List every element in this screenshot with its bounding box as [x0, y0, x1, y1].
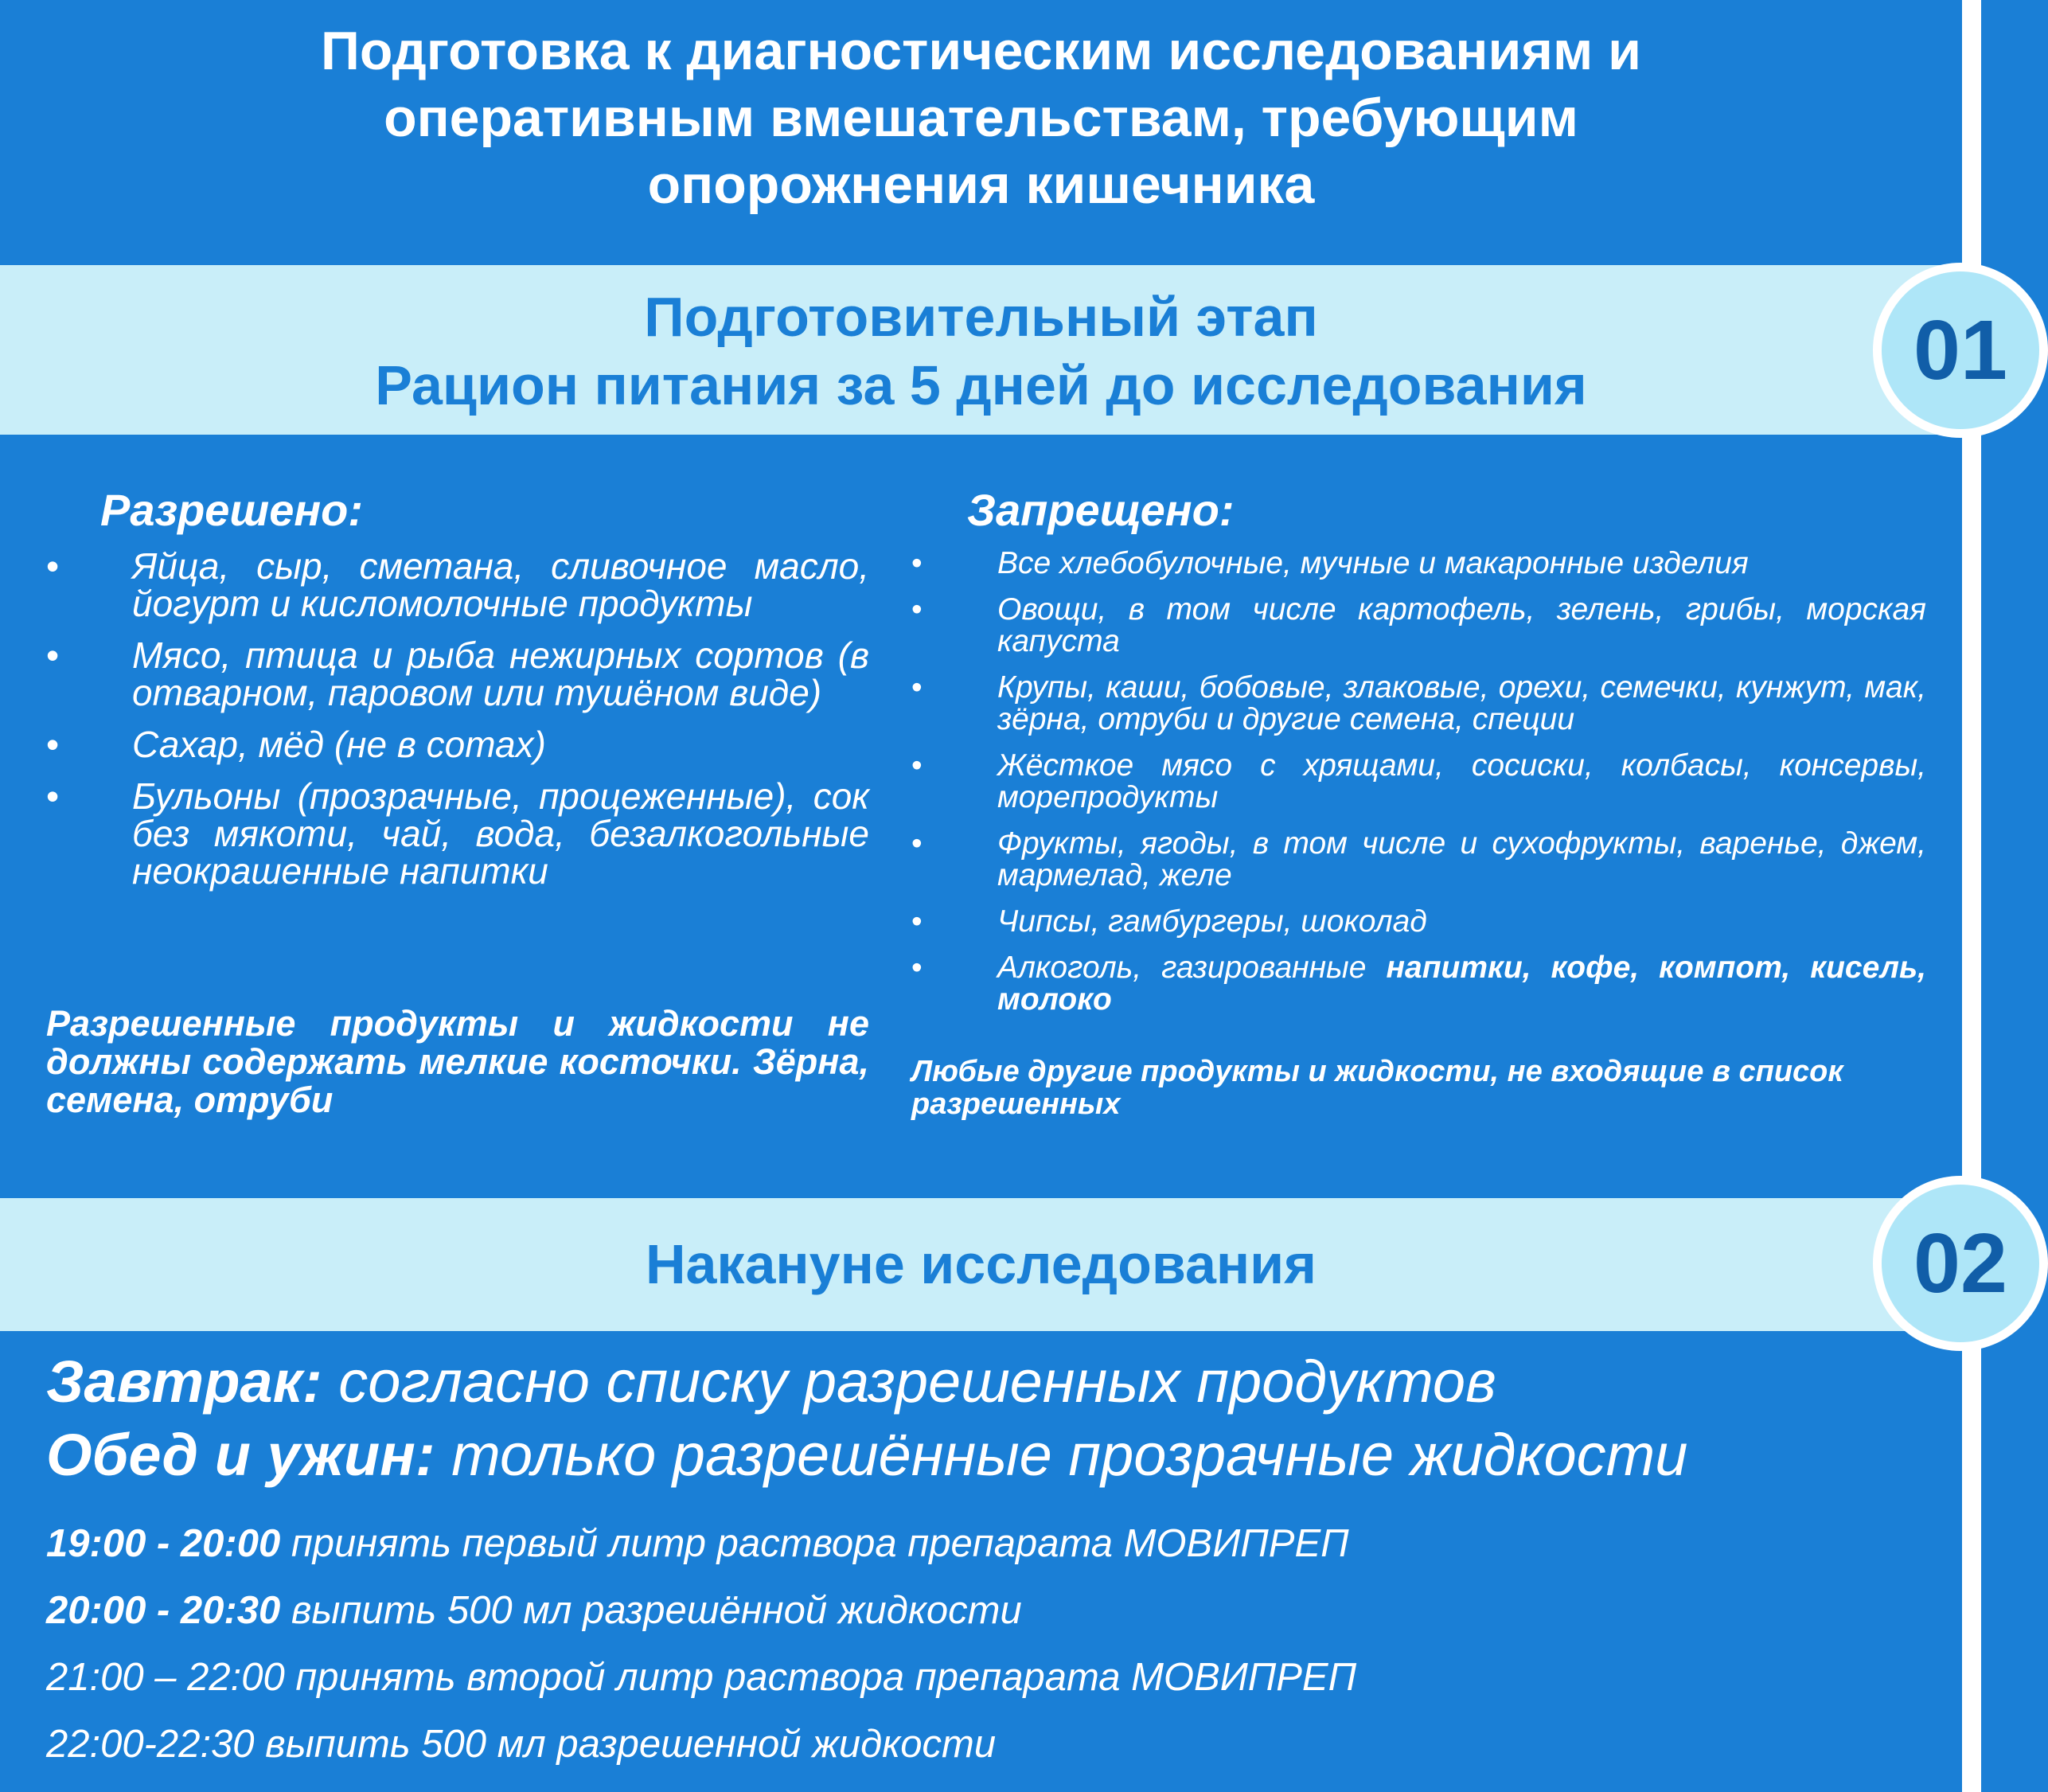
schedule-time: 20:00 - 20:30 [46, 1589, 281, 1632]
meal-breakfast [46, 1345, 1496, 1419]
stage1-title-line-2: Рацион питания за 5 дней до исследования [375, 354, 1587, 416]
stage1-title-line-1: Подготовительный этап [644, 286, 1318, 348]
schedule-item: 21:00 – 22:00 принять второй литр раствора препарата МОВИПРЕП [46, 1656, 1357, 1699]
page-title-line-1: Подготовка к диагностическим исследованиям и [321, 21, 1641, 81]
meal-text: согласно списку разрешенных продуктов [322, 1349, 1496, 1415]
forbidden-note: Любые другие продукты и жидкости, не входящие в список разрешенных [911, 1055, 1843, 1121]
page-title-line-2: оперативным вмешательствам, требующим [384, 88, 1578, 148]
allowed-note: Разрешенные продукты и жидкости не должны содержать мелкие косточки. Зёрна, семена, отруби [46, 1003, 869, 1120]
page-title [0, 18, 1962, 218]
list-item: • Яйца, сыр, сметана, сливочное масло, йогурт и кисломолочные продукты [46, 548, 869, 623]
schedule-item [46, 1587, 1022, 1634]
meal-lunch-dinner [46, 1419, 1687, 1492]
list-item: • Мясо, птица и рыба нежирных сортов (в отварном, паровом или тушёном виде) [46, 637, 869, 712]
list-item: • Чипсы, гамбургеры, шоколад [911, 906, 1926, 938]
list-item: • Бульоны (прозрачные, процеженные), сок без мякоти, чай, вода, безалкогольные неокрашенные напитки [46, 778, 869, 890]
list-item: • Жёсткое мясо с хрящами, сосиски, колбасы, консервы, морепродукты [911, 750, 1926, 814]
stage1-number: 01 [1882, 271, 2039, 429]
stage2-number-badge [1873, 1176, 2048, 1351]
schedule-text: принять первый литр раствора препарата МОВИПРЕП [280, 1522, 1349, 1565]
meal-text: только разрешённые прозрачные жидкости [435, 1422, 1688, 1488]
schedule-time: 19:00 - 20:00 [46, 1522, 281, 1565]
forbidden-heading: Запрещено: [967, 485, 1235, 535]
stage2-number: 02 [1882, 1185, 2039, 1342]
list-item: • Крупы, каши, бобовые, злаковые, орехи, семечки, кунжут, мак, зёрна, отруби и другие семена, специи [911, 672, 1926, 736]
list-item: • Фрукты, ягоды, в том числе и сухофрукты, варенье, джем, мармелад, желе [911, 828, 1926, 892]
stage1-number-badge [1873, 263, 2048, 438]
list-item: • Все хлебобулочные, мучные и макаронные изделия [911, 548, 1926, 580]
list-item: • Овощи, в том числе картофель, зелень, грибы, морская капуста [911, 594, 1926, 658]
stage2-title: Накануне исследования [645, 1233, 1317, 1295]
forbidden-list [911, 548, 1926, 1030]
allowed-list [46, 545, 869, 904]
list-item-text: Алкоголь, газированные [997, 951, 1387, 985]
list-item [911, 952, 1926, 1016]
allowed-heading: Разрешено: [100, 485, 364, 535]
meal-label: Обед и ужин: [46, 1422, 435, 1488]
schedule-text: выпить 500 мл разрешённой жидкости [280, 1589, 1022, 1632]
schedule-item [46, 1520, 1349, 1568]
list-item-bold-text: напитки, кофе, компот, кисель, молоко [997, 951, 1926, 1017]
list-item: • Сахар, мёд (не в сотах) [46, 726, 869, 763]
stage1-title [0, 283, 1962, 420]
meal-label: Завтрак: [46, 1349, 322, 1415]
page-title-line-3: опорожнения кишечника [647, 154, 1315, 215]
schedule-item: 22:00-22:30 выпить 500 мл разрешенной жидкости [46, 1723, 997, 1766]
